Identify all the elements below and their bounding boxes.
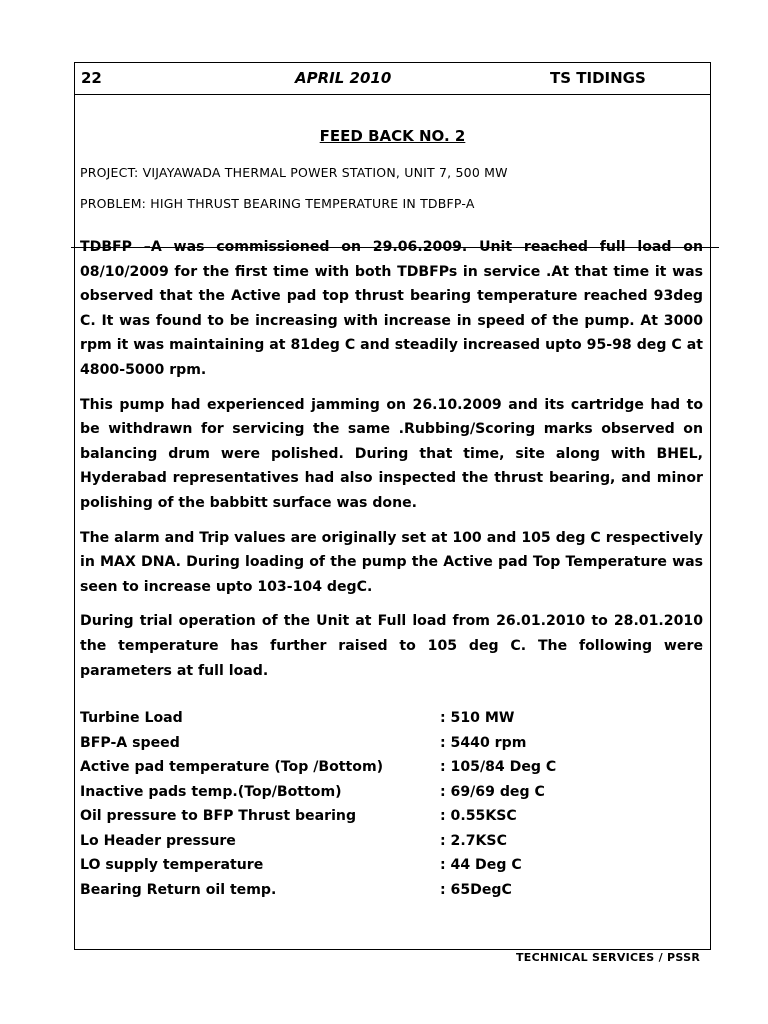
parameter-row xyxy=(80,853,700,878)
parameter-label: LO supply temperature xyxy=(80,857,264,873)
project-line: PROJECT: VIJAYAWADA THERMAL POWER STATION, UNIT 7, 500 MW xyxy=(80,165,508,180)
parameter-row xyxy=(80,706,700,731)
parameter-value: : 510 MW xyxy=(440,710,515,726)
page-footer: TECHNICAL SERVICES / PSSR xyxy=(516,951,701,964)
parameter-row xyxy=(80,829,700,854)
publication-name: TS TIDINGS xyxy=(550,69,646,87)
feedback-title: FEED BACK NO. 2 xyxy=(319,127,466,145)
parameter-label: Bearing Return oil temp. xyxy=(80,881,277,898)
parameter-label: BFP-A speed xyxy=(80,734,180,751)
parameter-value: : 44 Deg C xyxy=(440,857,522,873)
paragraph: During trial operation of the Unit at Full load from 26.01.2010 to 28.01.2010 the temperature has further raised to 105 deg C. The following were parameters at full load. xyxy=(80,613,703,679)
parameter-label: Active pad temperature (Top /Bottom) xyxy=(80,759,384,775)
parameter-value: : 5440 rpm xyxy=(440,734,527,751)
page-frame xyxy=(74,62,711,950)
parameter-value: : 105/84 Deg C xyxy=(440,759,557,775)
problem-line: PROBLEM: HIGH THRUST BEARING TEMPERATURE IN TDBFP-A xyxy=(80,196,475,211)
paragraph: TDBFP –A was commissioned on 29.06.2009. Unit reached full load on 08/10/2009 for the first time with both TDBFPs in service .At that time it was observed that the Active pad top thrust bearing temperature reached 93deg C. It was found to be increasing with increase in speed of the pump. At 3000 rpm it was maintaining at 81deg C and steadily increased upto 95-98 deg C at 4800-5000 rpm. xyxy=(80,239,703,378)
parameter-row xyxy=(80,755,700,780)
page-number: 22 xyxy=(81,69,102,87)
parameter-row xyxy=(80,780,700,805)
paragraph: This pump had experienced jamming on 26.10.2009 and its cartridge had to be withdrawn for servicing the same .Rubbing/Scoring marks observed on balancing drum were polished. During that time, site along with BHEL, Hyderabad representatives had also inspected the thrust bearing, and minor polishing of the babbitt surface was done. xyxy=(80,396,703,511)
issue-date: APRIL 2010 xyxy=(295,69,392,87)
parameter-list xyxy=(80,706,700,902)
parameter-label: Turbine Load xyxy=(80,710,183,726)
parameter-value: : 65DegC xyxy=(440,881,512,898)
parameter-label: Lo Header pressure xyxy=(80,832,236,849)
parameter-label: Inactive pads temp.(Top/Bottom) xyxy=(80,783,342,800)
feedback-header xyxy=(75,95,710,245)
parameter-value: : 69/69 deg C xyxy=(440,783,545,800)
parameter-row xyxy=(80,878,700,903)
parameter-value: : 2.7KSC xyxy=(440,832,507,849)
parameter-row xyxy=(80,731,700,756)
body-text xyxy=(80,235,703,693)
parameter-row xyxy=(80,804,700,829)
parameter-value: : 0.55KSC xyxy=(440,808,517,824)
page-header xyxy=(75,63,710,95)
parameter-label: Oil pressure to BFP Thrust bearing xyxy=(80,808,357,824)
paragraph: The alarm and Trip values are originally set at 100 and 105 deg C respectively in MAX DNA. During loading of the pump the Active pad Top Temperature was seen to increase upto 103-104 degC. xyxy=(80,529,703,595)
